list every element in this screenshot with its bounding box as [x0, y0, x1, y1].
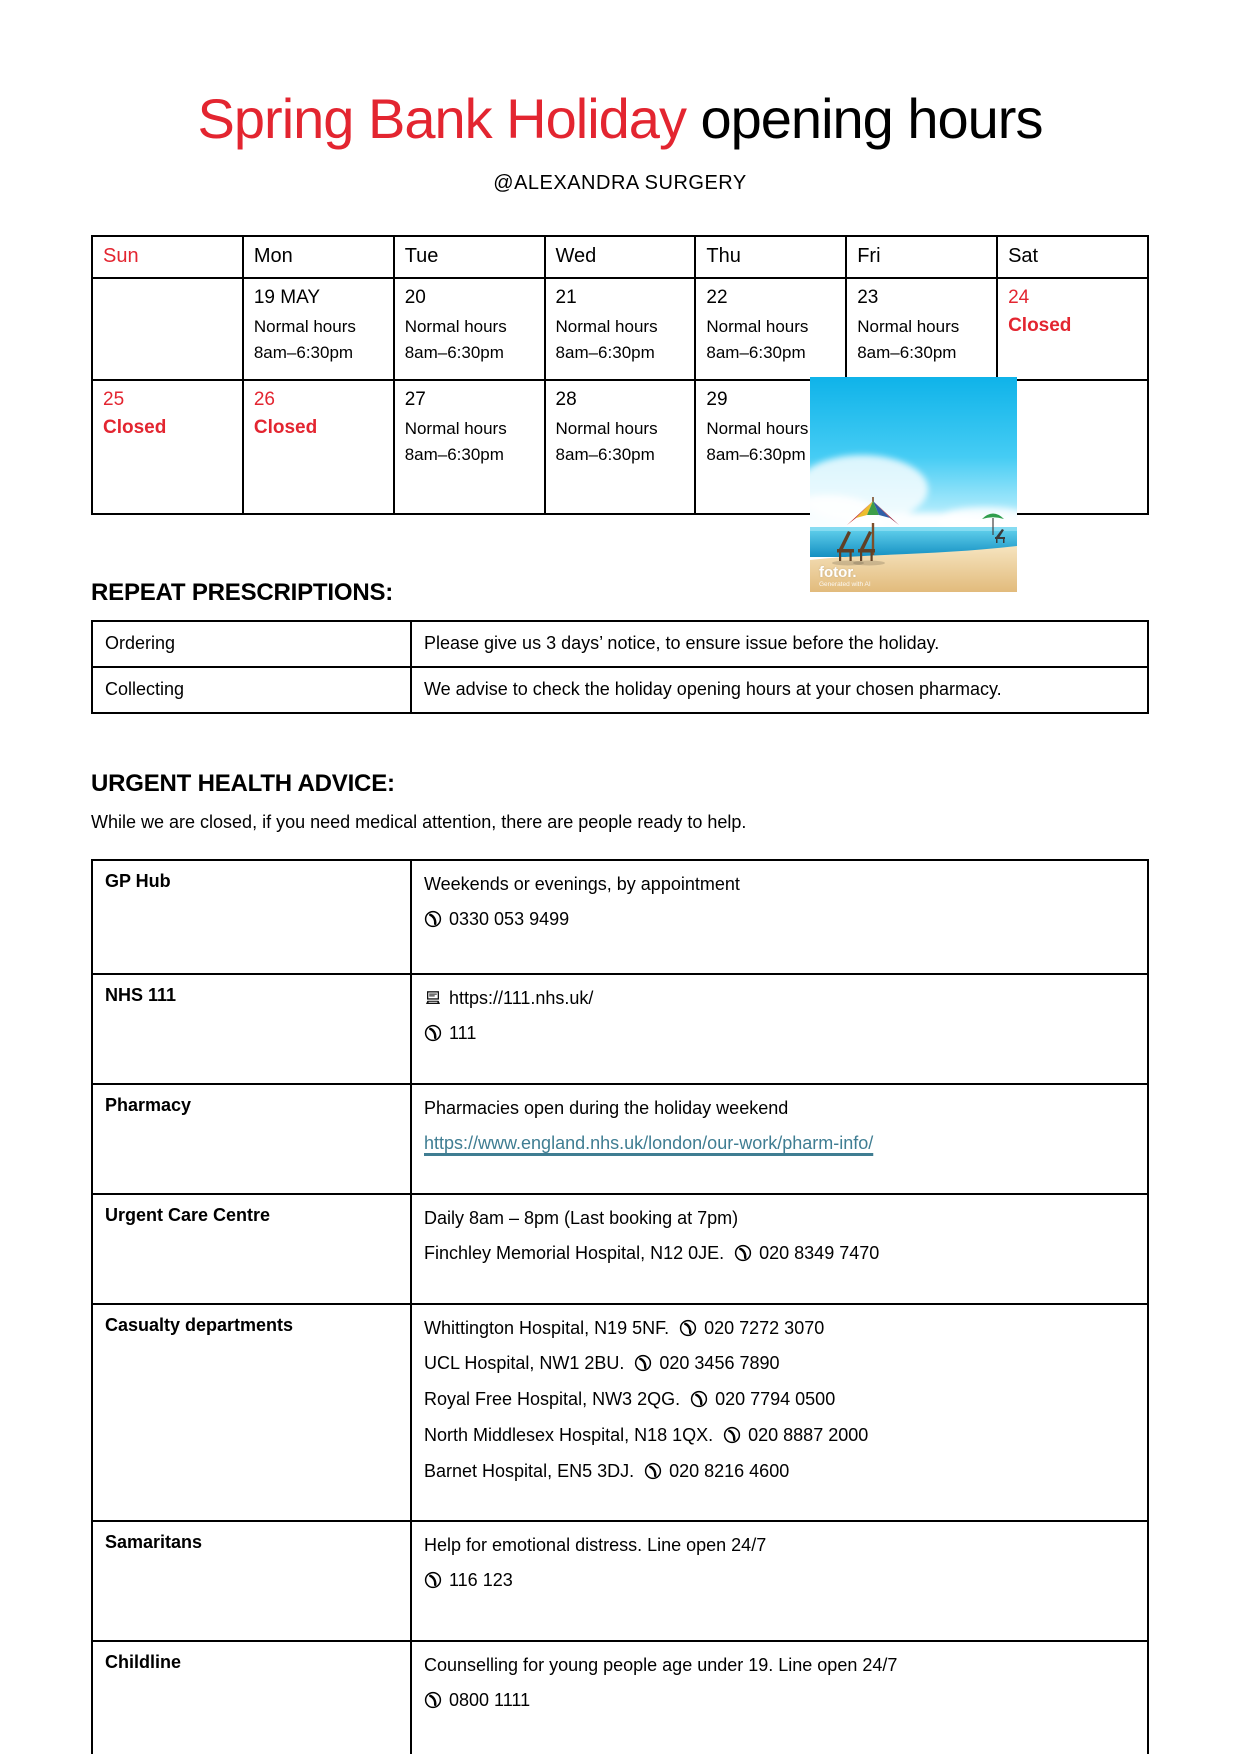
calendar-cell-line: Normal hours	[555, 317, 658, 337]
contact-line	[424, 1386, 1135, 1414]
phone-icon	[723, 1425, 741, 1443]
rx-table-row	[92, 621, 1148, 667]
calendar-cell-line: Normal hours	[706, 419, 809, 439]
document-content	[0, 88, 1240, 1754]
closed-status-label: Closed	[253, 417, 318, 439]
text-segment: Weekends or evenings, by appointment	[424, 873, 740, 894]
urgent-table-row	[92, 1641, 1148, 1754]
calendar-header-cell: Tue	[394, 236, 545, 278]
rx-row-text: Please give us 3 days’ notice, to ensure issue before the holiday.	[411, 621, 1148, 667]
phone-number: 111	[449, 1023, 477, 1044]
calendar-day-number: 23	[857, 286, 879, 308]
calendar-header-cell: Wed	[545, 236, 696, 278]
contact-line	[424, 1130, 1135, 1158]
calendar-header-cell: Sat	[997, 236, 1148, 278]
calendar-day-number: 26	[253, 388, 275, 410]
calendar-header-cell: Mon	[243, 236, 394, 278]
urgent-table-row	[92, 860, 1148, 974]
urgent-table-row	[92, 1194, 1148, 1304]
phone-icon	[424, 1023, 442, 1041]
text-segment: Finchley Memorial Hospital, N12 0JE.	[424, 1243, 725, 1264]
calendar-cell	[545, 380, 696, 514]
calendar-cell-line: Normal hours	[706, 317, 809, 337]
calendar-cell	[846, 278, 997, 380]
calendar-day-number: 27	[404, 388, 426, 410]
text-segment: Daily 8am – 8pm (Last booking at 7pm)	[424, 1207, 739, 1228]
contact-line	[424, 1095, 1135, 1123]
urgent-row-label: NHS 111	[92, 974, 411, 1084]
urgent-row-label: Pharmacy	[92, 1084, 411, 1194]
text-segment: UCL Hospital, NW1 2BU.	[424, 1353, 625, 1374]
rx-table-row	[92, 667, 1148, 713]
page-title	[91, 88, 1149, 150]
pharmacy-link[interactable]: https://www.england.nhs.uk/london/our-work/pharm-info/	[424, 1133, 874, 1154]
calendar-cell	[394, 380, 545, 514]
contact-line	[424, 1315, 1135, 1343]
calendar-cell-line: 8am–6:30pm	[555, 444, 655, 464]
text-segment: Counselling for young people age under 19. Line open 24/7	[424, 1654, 898, 1675]
phone-number: 020 7272 3070	[704, 1317, 825, 1338]
phone-number: 116 123	[449, 1570, 513, 1591]
calendar-cell-line: 8am–6:30pm	[404, 342, 504, 362]
phone-icon	[734, 1243, 752, 1261]
calendar-header-cell: Sun	[92, 236, 243, 278]
contact-line	[424, 1652, 1135, 1680]
calendar-cell-line: 8am–6:30pm	[857, 342, 957, 362]
urgent-row-label: Urgent Care Centre	[92, 1194, 411, 1304]
calendar-day-number: 21	[555, 286, 577, 308]
text-segment: Whittington Hospital, N19 5NF.	[424, 1317, 670, 1338]
urgent-intro-text: While we are closed, if you need medical attention, there are people ready to help.	[91, 811, 747, 832]
calendar-cell-line: Normal hours	[404, 419, 507, 439]
phone-number: 020 8349 7470	[759, 1243, 880, 1264]
urgent-row-content	[411, 1304, 1148, 1521]
calendar-cell-line: 8am–6:30pm	[404, 444, 504, 464]
calendar-header-cell: Thu	[695, 236, 846, 278]
phone-icon	[644, 1461, 662, 1479]
beach-photo	[810, 377, 1017, 592]
calendar-row	[92, 278, 1148, 380]
text-segment: Help for emotional distress. Line open 24/7	[424, 1534, 767, 1555]
rx-row-text: We advise to check the holiday opening hours at your chosen pharmacy.	[411, 667, 1148, 713]
urgent-table-row	[92, 1084, 1148, 1194]
calendar-cell-line: Normal hours	[404, 317, 507, 337]
calendar-cell-line: 8am–6:30pm	[706, 342, 806, 362]
title-highlight: Spring Bank Holiday	[197, 87, 686, 150]
contact-line	[424, 871, 1135, 899]
phone-icon	[424, 909, 442, 927]
contact-line	[424, 1532, 1135, 1560]
contact-line	[424, 1020, 1135, 1048]
urgent-row-label: Childline	[92, 1641, 411, 1754]
rx-row-label: Collecting	[92, 667, 411, 713]
urgent-row-content	[411, 1641, 1148, 1754]
urgent-row-content	[411, 1521, 1148, 1641]
calendar-cell	[92, 380, 243, 514]
urgent-row-label: Samaritans	[92, 1521, 411, 1641]
urgent-row-content	[411, 860, 1148, 974]
contact-line	[424, 1567, 1135, 1595]
calendar-day-number: 25	[103, 388, 125, 410]
urgent-contacts-table	[91, 859, 1149, 1754]
calendar-cell	[545, 278, 696, 380]
calendar-day-number: 20	[404, 286, 426, 308]
calendar-header-row	[92, 236, 1148, 278]
urgent-row-content	[411, 1084, 1148, 1194]
calendar-day-number: 29	[706, 388, 728, 410]
calendar-cell-line: 8am–6:30pm	[555, 342, 655, 362]
contact-line	[424, 1422, 1135, 1450]
calendar-day-number: 19 MAY	[253, 286, 321, 308]
phone-number: 020 8216 4600	[669, 1461, 790, 1482]
urgent-row-content	[411, 974, 1148, 1084]
phone-number: 020 8887 2000	[748, 1425, 869, 1446]
phone-number: 0330 053 9499	[449, 909, 570, 930]
urgent-row-label: GP Hub	[92, 860, 411, 974]
urgent-table-row	[92, 1521, 1148, 1641]
calendar-cell	[997, 278, 1148, 380]
calendar-cell-line: Normal hours	[857, 317, 960, 337]
urgent-table-row	[92, 1304, 1148, 1521]
phone-number: 0800 1111	[449, 1690, 531, 1711]
urgent-row-content	[411, 1194, 1148, 1304]
contact-line	[424, 1350, 1135, 1378]
calendar-cell	[394, 278, 545, 380]
contact-line	[424, 1205, 1135, 1233]
urgent-health-advice-heading: URGENT HEALTH ADVICE:	[91, 769, 395, 797]
computer-icon	[424, 988, 442, 1006]
text-segment: Royal Free Hospital, NW3 2QG.	[424, 1389, 681, 1410]
nhs-111-url: https://111.nhs.uk/	[449, 987, 594, 1008]
phone-icon	[679, 1318, 697, 1336]
text-segment: Pharmacies open during the holiday weekend	[424, 1097, 789, 1118]
phone-icon	[690, 1389, 708, 1407]
calendar-cell-line: Normal hours	[253, 317, 356, 337]
fotor-watermark-subtext: Generated with AI	[819, 580, 871, 588]
phone-number: 020 7794 0500	[715, 1389, 836, 1410]
calendar-cell	[695, 278, 846, 380]
contact-line	[424, 906, 1135, 934]
text-segment: Barnet Hospital, EN5 3DJ.	[424, 1461, 635, 1482]
calendar-day-number: 28	[555, 388, 577, 410]
phone-number: 020 3456 7890	[659, 1353, 780, 1374]
repeat-prescriptions-heading: REPEAT PRESCRIPTIONS:	[91, 578, 394, 606]
calendar-cell	[243, 278, 394, 380]
urgent-table-row	[92, 974, 1148, 1084]
calendar-cell-line: 8am–6:30pm	[706, 444, 806, 464]
calendar-day-number: 22	[706, 286, 728, 308]
urgent-row-label: Casualty departments	[92, 1304, 411, 1521]
fotor-watermark: fotor.	[819, 564, 857, 581]
phone-icon	[424, 1690, 442, 1708]
contact-line	[424, 1687, 1135, 1715]
phone-icon	[424, 1570, 442, 1588]
calendar-cell-line: Normal hours	[555, 419, 658, 439]
repeat-prescriptions-table	[91, 620, 1149, 714]
closed-status-label: Closed	[103, 417, 167, 439]
rx-row-label: Ordering	[92, 621, 411, 667]
closed-status-label: Closed	[1008, 315, 1072, 337]
title-rest: opening hours	[685, 87, 1043, 150]
calendar-cell	[997, 380, 1148, 514]
phone-icon	[634, 1353, 652, 1371]
calendar-day-number: 24	[1008, 286, 1030, 308]
calendar-cell	[243, 380, 394, 514]
text-segment: North Middlesex Hospital, N18 1QX.	[424, 1425, 714, 1446]
contact-line	[424, 985, 1135, 1013]
calendar-cell-line: 8am–6:30pm	[253, 342, 354, 362]
surgery-name: @ALEXANDRA SURGERY	[493, 171, 747, 194]
contact-line	[424, 1240, 1135, 1268]
contact-line	[424, 1458, 1135, 1486]
calendar-cell	[92, 278, 243, 380]
calendar-header-cell: Fri	[846, 236, 997, 278]
beach-illustration	[810, 377, 1017, 592]
